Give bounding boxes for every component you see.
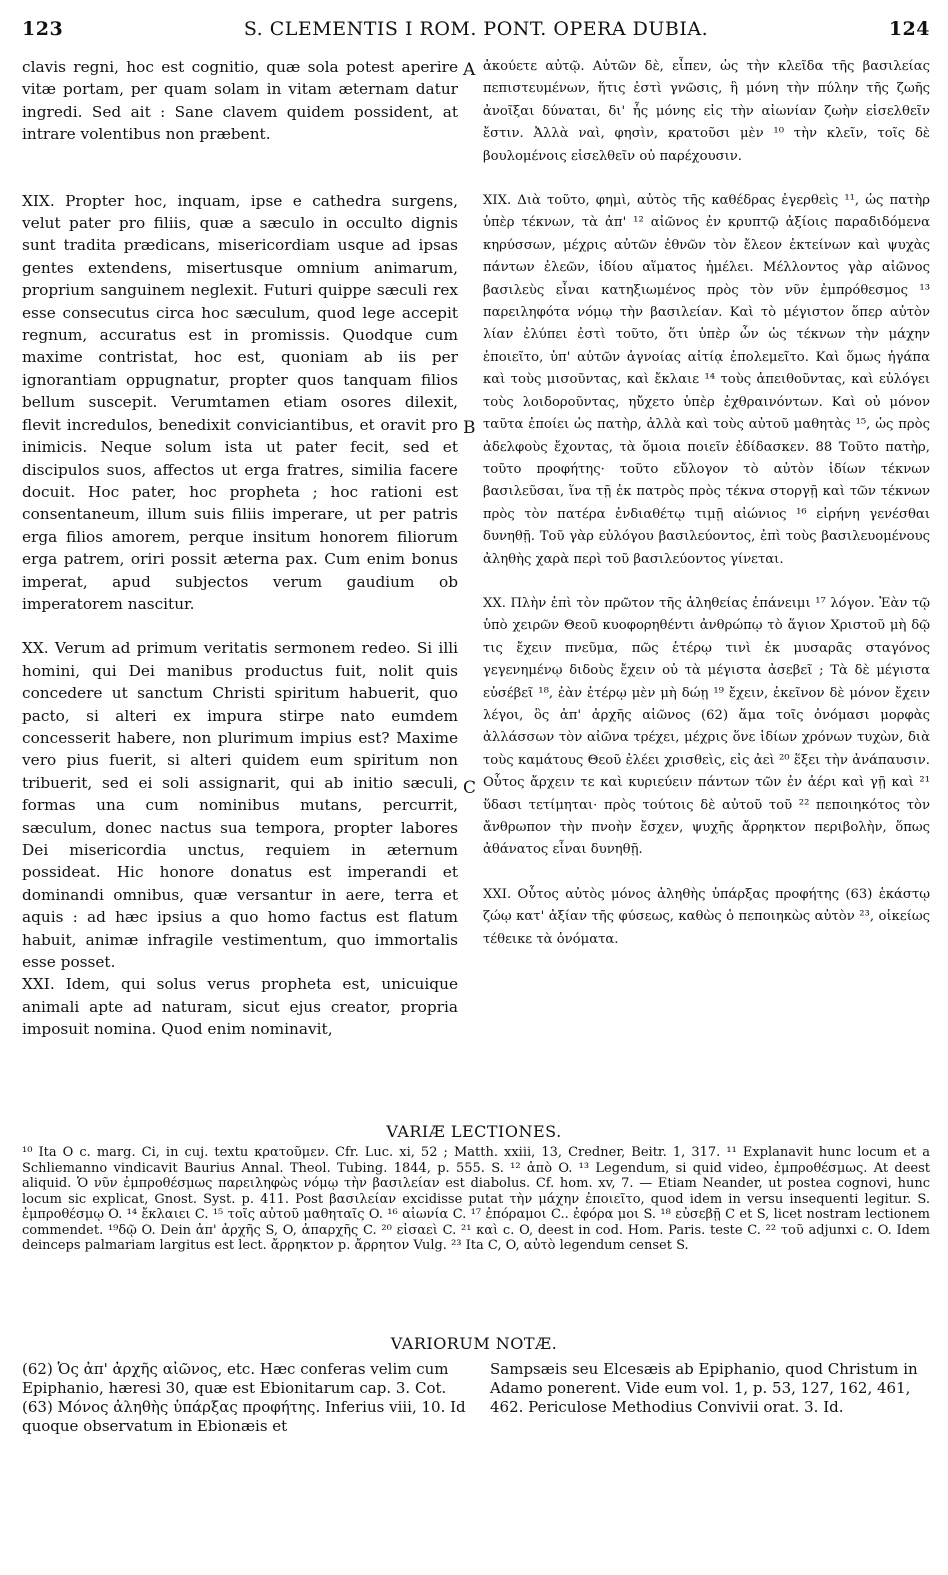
variorum-notes-right-text: Sampsæis seu Elcesæis ab Epiphanio, quod Christum in Adamo ponerent. Vide eum vol. 1, p. 53, 127, 162, 461, 462. Periculose Methodius Convivii orat. 3. Id.	[490, 1360, 918, 1416]
margin-letter-a: A	[463, 60, 476, 80]
variae-lectiones-notes	[22, 1145, 930, 1254]
page-header	[22, 14, 930, 44]
variorum-notae-heading: VARIORUM NOTÆ.	[390, 1334, 558, 1353]
variorum-notes-right	[490, 1360, 930, 1417]
greek-paragraph-1: ἀκούετε αὐτῷ. Αὐτῶν δὲ, εἶπεν, ὡς τὴν κλεῖδα τῆς βασιλείας πεπιστευμένων, ἥτις ἐστὶ γνῶσις, ἣ μόνη τὴν πύλην τῆς ζωῆς ἀνοῖξαι δύναται, δι' ἧς μόνης εἰς τὴν αἰωνίαν ζωὴν εἰσελθεῖν ἔστιν. Ἀλλὰ ναὶ, φησὶν, κρατοῦσι μὲν ¹⁰ τὴν κλεῖν, τοῖς δὲ βουλομένοις εἰσελθεῖν οὐ παρέχουσιν.	[483, 59, 930, 164]
greek-paragraph-xxi: XXI. Οὗτος αὐτὸς μόνος ἀληθὴς ὑπάρξας προφήτης (63) ἑκάστῳ ζώῳ κατ' ἀξίαν τῆς φύσεως, καθὼς ὁ πεποιηκὼς αὐτὸν ²³, οἰκείως τέθεικε τὰ ὀνόματα.	[483, 886, 930, 947]
variae-lectiones-heading: VARIÆ LECTIONES.	[386, 1122, 562, 1141]
variorum-notes-left	[22, 1360, 467, 1436]
margin-letter-c: C	[463, 778, 477, 798]
margin-letter-b: B	[463, 418, 476, 438]
variae-lectiones-text: ¹⁰ Ita O c. marg. Ci, in cuj. textu κρατοῦμεν. Cfr. Luc. xi, 52 ; Matth. xxiii, 13, Credner, Beitr. 1, 317. ¹¹ Explanavit hunc locum et a Schliemanno vindicavit Baurius Annal. Theol. Tubing. 1844, p. 555. S. ¹² ἀπὸ O. ¹³ Legendum, si quid video, ἐμπροθέσμως. At deest aliquid. Ὁ νῦν ἐμπροθέσμως παρειληφὼς νόμῳ τὴν βασιλείαν est diabolus. Cf. hom. xv, 7. — Etiam Neander, ut postea cognovi, hunc locum sic explicat, Gnost. Syst. p. 411. Post βασιλείαν excidisse putat τὴν μάχην ἐποιεῖτο, quod idem in versu insequenti legitur. S. ἐμπροθέσμῳ O. ¹⁴ ἔκλαιει C. ¹⁵ τοῖς αὐτοῦ μαθηταῖς O. ¹⁶ αἰωνία C. ¹⁷ ἐπόραμοι C.. ἐφόρα μοι S. ¹⁸ εὐσεβῇ C et S, licet nostram lectionem commendet. ¹⁹δῷ O. Dein ἀπ' ἀρχῆς S, O, ἀπαρχῆς C. ²⁰ εἰσαεὶ C. ²¹ καὶ c. O, deest in cod. Hom. Paris. teste C. ²² τοῦ adjunxi c. O. Idem deinceps palmariam largitus est lect. ἄρρηκτον p. ἄρρητον Vulg. ²³ Ita C, O, αὐτὸ legendum censet S.	[22, 1145, 930, 1253]
greek-paragraph-xx: XX. Πλὴν ἐπὶ τὸν πρῶτον τῆς ἀληθείας ἐπάνειμι ¹⁷ λόγον. Ἐὰν τῷ ὑπὸ χειρῶν Θεοῦ κυοφορηθέντι ἀνθρώπῳ τὸ ἅγιον Χριστοῦ μὴ δῷ τις ἔχειν πνεῦμα, πῶς ἑτέρῳ τινὶ ἐκ μυσαρᾶς σταγόνος γεγενημένῳ διδοὺς ἔχειν οὐ τὰ μέγιστα ἀσεβεῖ ; Τὰ δὲ μέγιστα εὐσέβεῖ ¹⁸, ἐὰν ἑτέρῳ μὲν μὴ δώῃ ¹⁹ ἔχειν, ἐκεῖνον δὲ μόνον ἔχειν λέγοι, ὃς ἀπ' ἀρχῆς αἰῶνος (62) ἅμα τοῖς ὀνόμασι μορφὰς ἀλλάσσων τὸν αἰῶνα τρέχει, μέχρις ὅνε ἰδίων χρόνων τυχὼν, διὰ τοὺς καμάτους Θεοῦ ἐλέει χρισθεὶς, εἰς ἀεὶ ²⁰ ἕξει τὴν ἀνάπαυσιν. Οὗτος ἄρχειν τε καὶ κυριεύειν πάντων τῶν ἐν ἀέρι καὶ γῇ καὶ ²¹ ὕδασι τετίμηται· πρὸς τούτοις δὲ αὐτοῦ τοῦ ²² πεποιηκότος τὸν ἄνθρωπον τὴν πνοὴν ἔσχεν, ψυχῆς ἄρρηκτον περιβολὴν, ὅπως ἀθάνατος εἶναι δυνηθῇ.	[483, 595, 930, 858]
page-number-left: 123	[22, 18, 64, 40]
greek-column	[483, 56, 930, 951]
latin-paragraph-xix: XIX. Propter hoc, inquam, ipse e cathedra surgens, velut pater pro filiis, quæ a sæculo in occulto dignis sunt tradita prædicans, misericordiam usque ad ipsas gentes extendens, misertusque omnium animarum, proprium sanguinem neglexit. Futuri quippe sæculi rex esse consecutus circa hoc sæculum, quod lege accepit regnum, accuratus est in promissis. Quodque cum maxime contristat, hoc est, quoniam ab iis per ignorantiam oppugnatur, propter quos tanquam filios bellum suscepit. Verumtamen etiam osores dilexit, flevit incredulos, benedixit conviciantibus, et oravit pro inimicis. Neque solum ista ut pater fecit, sed et discipulos suos, affectos ut erga fratres, similia facere docuit. Hoc pater, hoc propheta ; hoc rationi est consentaneum, illum suis filiis imperare, ut per patris erga filios amorem, perque insitum honorem filiorum erga patrem, oriri possit æterna pax. Cum enim bonus imperat, apud subjectos verum gaudium ob imperatorem nascitur.	[22, 191, 458, 613]
greek-paragraph-xix: XIX. Διὰ τοῦτο, φημὶ, αὐτὸς τῆς καθέδρας ἐγερθεὶς ¹¹, ὡς πατὴρ ὑπὲρ τέκνων, τὰ ἀπ' ¹² αἰῶνος ἐν κρυπτῷ ἀξίοις παραδιδόμενα κηρύσσων, μέχρις αὐτῶν ἐθνῶν τὸν ἔλεον ἐκτείνων καὶ ψυχὰς πάντων ἐλεῶν, ἰδίου αἵματος ἠμέλει. Μέλλοντος γὰρ αἰῶνος βασιλεὺς εἶναι κατηξιωμένος πρὸς τὸν νῦν ἐμπρόθεσμος ¹³ παρειληφότα νόμῳ τὴν βασιλείαν. Καὶ τὸ μέγιστον ὅπερ αὐτὸν λίαν ἐλύπει ἐστὶ τοῦτο, ὅτι ὑπὲρ ὧν ὡς τέκνων τὴν μάχην ἐποιεῖτο, ὑπ' αὐτῶν ἀγνοίας αἰτίᾳ ἐπολεμεῖτο. Καὶ ὅμως ἠγάπα καὶ τοὺς μισοῦντας, καὶ ἔκλαιε ¹⁴ τοὺς ἀπειθοῦντας, καὶ εὐλόγει τοὺς λοιδοροῦντας, ηὔχετο ὑπὲρ ἐχθραινόντων. Καὶ οὐ μόνον ταῦτα ἐποίει ὡς πατὴρ, ἀλλὰ καὶ τοὺς αὐτοῦ μαθητὰς ¹⁵, ὡς πρὸς ἀδελφοὺς ἔχοντας, τὰ ὅμοια ποιεῖν ἐδίδασκεν. 88 Τοῦτο πατὴρ, τοῦτο προφήτης· τοῦτο εὔλογον τὸ αὐτὸν ἰδίων τέκνων βασιλεῦσαι, ἵνα τῇ ἐκ πατρὸς πρὸς τέκνα στοργῇ καὶ τῶν τέκνων πρὸς τὸν πατέρα ἐνδιαθέτῳ τιμῇ αἰώνιος ¹⁶ εἰρήνη γενέσθαι δυνηθῇ. Τοῦ γὰρ εὐλόγου βασιλεύοντος, ἐπὶ τοὺς βασιλευομένους ἀληθὴς χαρὰ περὶ τοῦ βασιλεύοντος γίνεται.	[483, 193, 930, 567]
latin-paragraph-1: clavis regni, hoc est cognitio, quæ sola potest aperire vitæ portam, per quam solam in vitam æternam datur ingredi. Sed ait : Sane clavem quidem possident, at intrare volentibus non præbent.	[22, 58, 458, 144]
running-title: S. CLEMENTIS I ROM. PONT. OPERA DUBIA.	[243, 18, 709, 40]
variorum-notes-left-text: (62) Ὁς ἀπ' ἀρχῆς αἰῶνος, etc. Hæc conferas velim cum Epiphanio, hæresi 30, quæ est Ebionitarum cap. 3. Cot. (63) Μόνος ἀληθὴς ὑπάρξας προφήτης. Inferius viii, 10. Id quoque observatum in Ebionæis et	[22, 1360, 466, 1435]
latin-paragraph-xxi: XXI. Idem, qui solus verus propheta est, unicuique animali apte ad naturam, sicut ejus creator, propria imposuit nomina. Quod enim nominavit,	[22, 975, 458, 1039]
page-number-right: 124	[888, 18, 930, 40]
latin-column	[22, 56, 458, 1041]
latin-paragraph-xx: XX. Verum ad primum veritatis sermonem redeo. Si illi homini, qui Dei manibus productus fuit, nolit quis concedere ut sanctum Christi spiritum habuerit, quo pacto, si alteri ex impura stirpe nato eumdem concesserit habere, non plurimum impius est? Maxime vero pius fuerit, si alteri quidem eum spiritum non tribuerit, sed ei soli assignarit, qui ab initio sæculi, formas una cum nominibus mutans, percurrit, sæculum, donec nactus sua tempora, propter labores Dei misericordia unctus, requiem in æternum possideat. Hic honore donatus est imperandi et dominandi omnibus, quæ versantur in aere, terra et aquis : ad hæc ipsius a quo homo factus est flatum habuit, animæ infragile vestimentum, quo immortalis esse posset.	[22, 639, 458, 972]
